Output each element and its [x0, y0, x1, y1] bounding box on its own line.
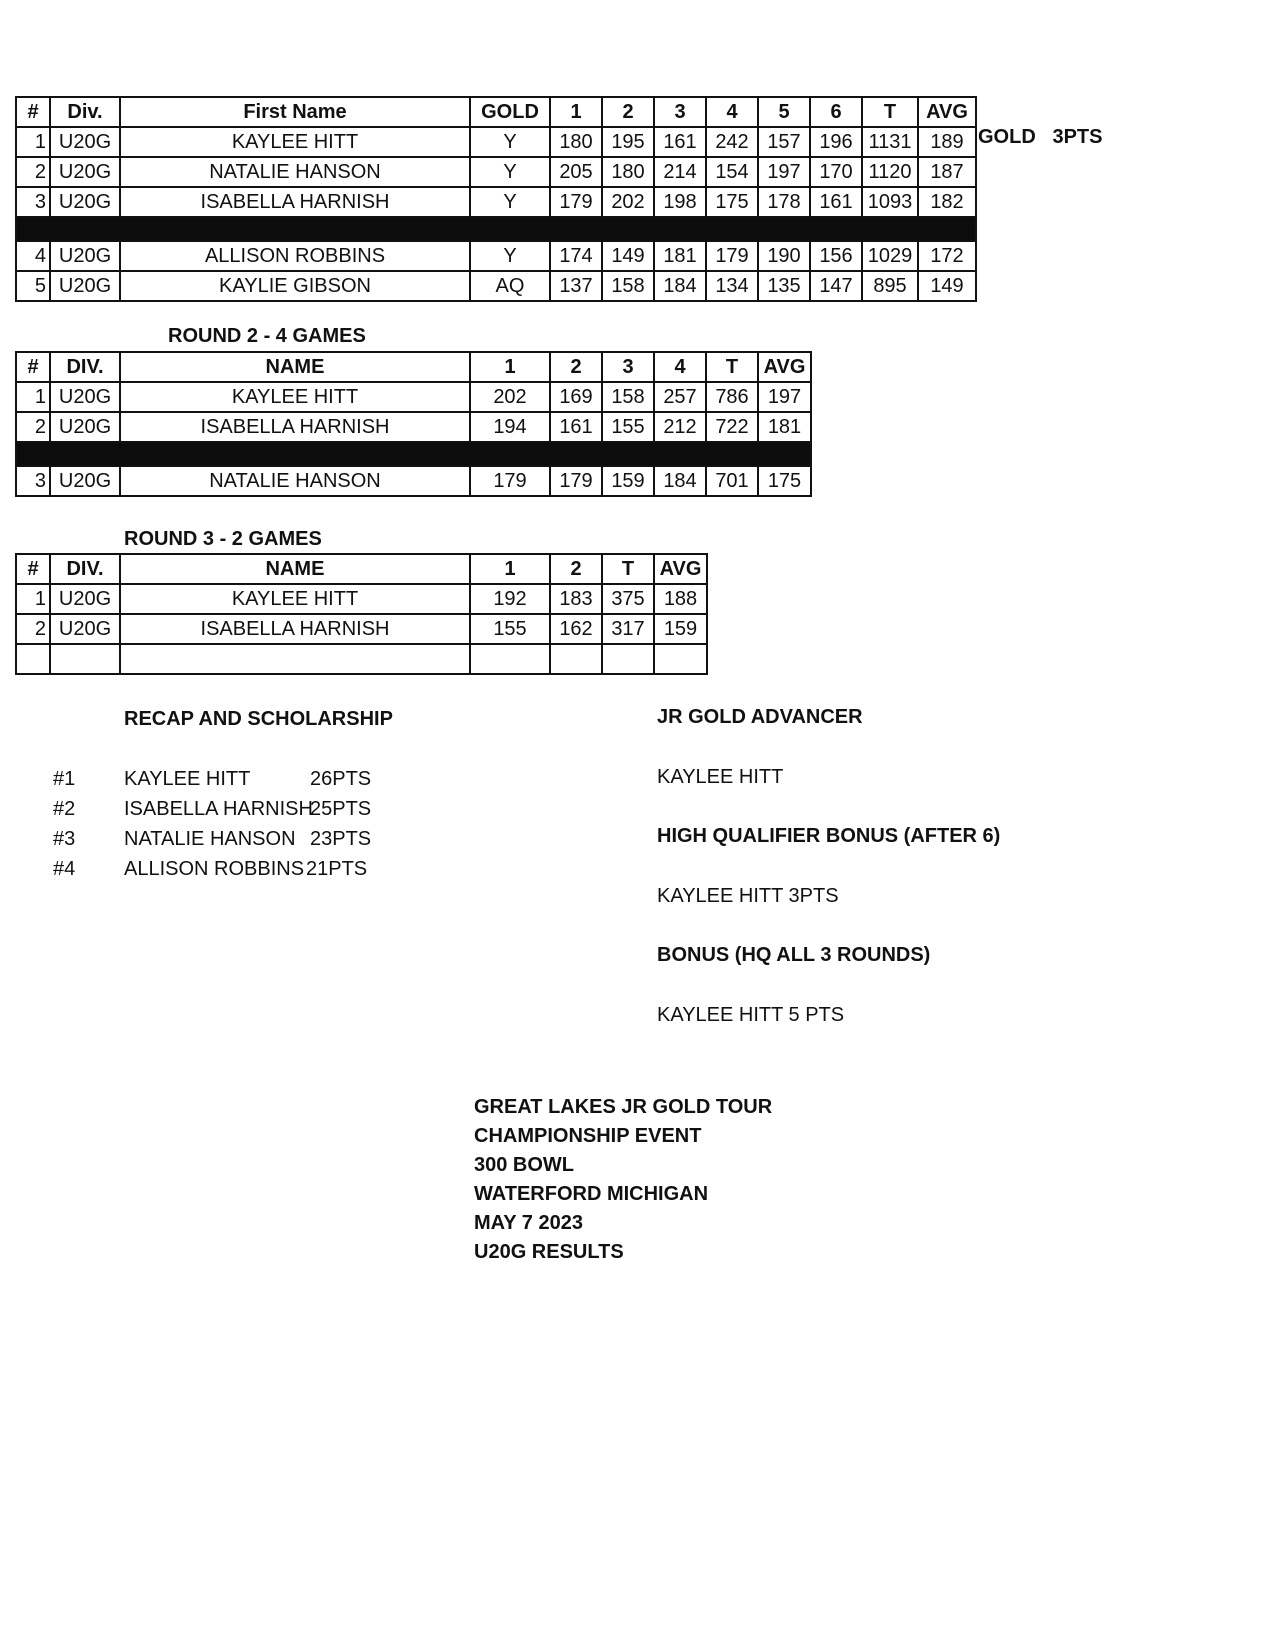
table-cell: 188: [654, 584, 707, 614]
gold-points-note: GOLD 3PTS: [978, 126, 1103, 148]
table-cell: 212: [654, 412, 706, 442]
table-cell: 196: [810, 127, 862, 157]
table-cell: AQ: [470, 271, 550, 301]
event-line: 300 BOWL: [474, 1154, 575, 1176]
header-cell: T: [862, 97, 918, 127]
table-row: [16, 127, 976, 157]
round2-header-row: [16, 352, 811, 382]
table-cell: [470, 644, 550, 674]
table-cell: Y: [470, 157, 550, 187]
table-cell: 157: [758, 127, 810, 157]
cut-line-row: [16, 217, 976, 241]
table-cell: ISABELLA HARNISH: [120, 187, 470, 217]
table-cell: Y: [470, 241, 550, 271]
header-cell: First Name: [120, 97, 470, 127]
round2-title: ROUND 2 - 4 GAMES: [168, 325, 366, 347]
table-row: [16, 241, 976, 271]
table-cell: 137: [550, 271, 602, 301]
recap-rank: #3: [53, 828, 76, 850]
table-cell: 1: [16, 584, 50, 614]
recap-pts: 21PTS: [306, 858, 368, 880]
table-row: [16, 466, 811, 496]
table-cell: KAYLEE HITT: [120, 127, 470, 157]
header-cell: 1: [470, 554, 550, 584]
table-cell: 184: [654, 271, 706, 301]
recap-rank: #2: [53, 798, 76, 820]
table-cell: 154: [706, 157, 758, 187]
table-cell: ISABELLA HARNISH: [120, 614, 470, 644]
header-cell: DIV.: [50, 352, 120, 382]
header-cell: 3: [654, 97, 706, 127]
table-cell: 175: [706, 187, 758, 217]
header-cell: 2: [602, 97, 654, 127]
recap-pts: 23PTS: [310, 828, 372, 850]
table-cell: 189: [918, 127, 976, 157]
table-cell: 198: [654, 187, 706, 217]
cut-line-row: [16, 442, 811, 466]
bonus-value: KAYLEE HITT 5 PTS: [657, 1004, 845, 1026]
table-cell: 375: [602, 584, 654, 614]
table-cell: 182: [918, 187, 976, 217]
table-cell: NATALIE HANSON: [120, 466, 470, 496]
table-cell: 895: [862, 271, 918, 301]
header-cell: T: [602, 554, 654, 584]
event-line: CHAMPIONSHIP EVENT: [474, 1125, 702, 1147]
table-cell: NATALIE HANSON: [120, 157, 470, 187]
header-cell: 4: [706, 97, 758, 127]
table-cell: 197: [758, 382, 811, 412]
table-cell: [654, 644, 707, 674]
header-cell: #: [16, 97, 50, 127]
table-cell: 134: [706, 271, 758, 301]
table-cell: 156: [810, 241, 862, 271]
table-cell: ISABELLA HARNISH: [120, 412, 470, 442]
table-cell: 180: [550, 127, 602, 157]
recap-name: ALLISON ROBBINS: [124, 858, 305, 880]
table-cell: U20G: [50, 241, 120, 271]
table-cell: 317: [602, 614, 654, 644]
table-cell: 181: [758, 412, 811, 442]
table-row: [16, 614, 707, 644]
header-cell: Div.: [50, 97, 120, 127]
table-row: [16, 644, 707, 674]
table-cell: 202: [602, 187, 654, 217]
table-cell: 4: [16, 241, 50, 271]
bonus-title: BONUS (HQ ALL 3 ROUNDS): [657, 944, 931, 966]
table-cell: 179: [550, 466, 602, 496]
event-info: [474, 1093, 772, 1267]
header-cell: #: [16, 352, 50, 382]
table-row: [16, 157, 976, 187]
round2-table: [15, 351, 812, 497]
table-cell: 2: [16, 412, 50, 442]
table-cell: U20G: [50, 271, 120, 301]
table-cell: KAYLEE HITT: [120, 584, 470, 614]
table-cell: 192: [470, 584, 550, 614]
table-cell: 1093: [862, 187, 918, 217]
table-cell: 1: [16, 382, 50, 412]
round3-table: [15, 553, 708, 675]
table-cell: Y: [470, 127, 550, 157]
table-cell: 701: [706, 466, 758, 496]
table-cell: 1029: [862, 241, 918, 271]
round3-title: ROUND 3 - 2 GAMES: [124, 528, 322, 550]
header-cell: T: [706, 352, 758, 382]
recap-pts: 26PTS: [310, 768, 372, 790]
table-cell: 786: [706, 382, 758, 412]
table-row: [16, 412, 811, 442]
cut-line: [16, 442, 811, 466]
table-cell: 242: [706, 127, 758, 157]
table-cell: [120, 644, 470, 674]
table-cell: [602, 644, 654, 674]
table-cell: 159: [654, 614, 707, 644]
table-cell: 178: [758, 187, 810, 217]
table-cell: Y: [470, 187, 550, 217]
event-line: MAY 7 2023: [474, 1212, 583, 1234]
table-row: [16, 382, 811, 412]
table-cell: 197: [758, 157, 810, 187]
table-cell: 205: [550, 157, 602, 187]
table-cell: 179: [550, 187, 602, 217]
table-cell: 3: [16, 466, 50, 496]
advancer-title: JR GOLD ADVANCER: [657, 706, 863, 728]
table-cell: 214: [654, 157, 706, 187]
event-line: GREAT LAKES JR GOLD TOUR: [474, 1096, 773, 1118]
table-cell: 155: [470, 614, 550, 644]
table-cell: 149: [602, 241, 654, 271]
recap-rank: #4: [53, 858, 76, 880]
table-cell: 195: [602, 127, 654, 157]
table-cell: ALLISON ROBBINS: [120, 241, 470, 271]
table-cell: 170: [810, 157, 862, 187]
table-cell: 1131: [862, 127, 918, 157]
table-cell: 172: [918, 241, 976, 271]
table-cell: U20G: [50, 382, 120, 412]
table-cell: 158: [602, 382, 654, 412]
table-cell: 159: [602, 466, 654, 496]
table-cell: U20G: [50, 412, 120, 442]
table-cell: [550, 644, 602, 674]
cut-line: [16, 217, 976, 241]
header-cell: GOLD: [470, 97, 550, 127]
table-cell: 181: [654, 241, 706, 271]
table-cell: 202: [470, 382, 550, 412]
header-cell: DIV.: [50, 554, 120, 584]
header-cell: 2: [550, 352, 602, 382]
table-row: [16, 187, 976, 217]
table-cell: U20G: [50, 614, 120, 644]
table-cell: U20G: [50, 187, 120, 217]
event-line: WATERFORD MICHIGAN: [474, 1183, 709, 1205]
table-cell: U20G: [50, 127, 120, 157]
table-cell: 194: [470, 412, 550, 442]
header-cell: #: [16, 554, 50, 584]
header-cell: AVG: [918, 97, 976, 127]
table-cell: 149: [918, 271, 976, 301]
header-cell: 1: [550, 97, 602, 127]
table-cell: U20G: [50, 466, 120, 496]
recap-name: KAYLEE HITT: [124, 768, 251, 790]
table-cell: 135: [758, 271, 810, 301]
hq-bonus-value: KAYLEE HITT 3PTS: [657, 885, 839, 907]
advancer-name: KAYLEE HITT: [657, 766, 784, 788]
table-cell: 155: [602, 412, 654, 442]
header-cell: NAME: [120, 554, 470, 584]
table-cell: 184: [654, 466, 706, 496]
table-cell: 180: [602, 157, 654, 187]
table-cell: [50, 644, 120, 674]
table-cell: 169: [550, 382, 602, 412]
header-cell: NAME: [120, 352, 470, 382]
recap-rank: #1: [53, 768, 76, 790]
header-cell: 4: [654, 352, 706, 382]
header-cell: 6: [810, 97, 862, 127]
recap-title: RECAP AND SCHOLARSHIP: [124, 708, 393, 730]
table-row: [16, 584, 707, 614]
round1-table: [15, 96, 977, 302]
table-cell: [16, 644, 50, 674]
round1-header-row: [16, 97, 976, 127]
table-cell: 161: [654, 127, 706, 157]
table-cell: U20G: [50, 157, 120, 187]
header-cell: 2: [550, 554, 602, 584]
table-cell: 161: [550, 412, 602, 442]
table-cell: 2: [16, 614, 50, 644]
event-line: U20G RESULTS: [474, 1241, 624, 1263]
recap-pts: 25PTS: [310, 798, 372, 820]
recap-name: ISABELLA HARNISH: [124, 798, 313, 820]
table-row: [16, 271, 976, 301]
table-cell: 5: [16, 271, 50, 301]
table-cell: 187: [918, 157, 976, 187]
recap-name: NATALIE HANSON: [124, 828, 296, 850]
table-cell: 162: [550, 614, 602, 644]
hq-bonus-title: HIGH QUALIFIER BONUS (AFTER 6): [657, 825, 1001, 847]
table-cell: 2: [16, 157, 50, 187]
table-cell: 179: [706, 241, 758, 271]
header-cell: AVG: [654, 554, 707, 584]
header-cell: AVG: [758, 352, 811, 382]
table-cell: 179: [470, 466, 550, 496]
header-cell: 1: [470, 352, 550, 382]
table-cell: 174: [550, 241, 602, 271]
table-cell: 190: [758, 241, 810, 271]
round3-header-row: [16, 554, 707, 584]
header-cell: 5: [758, 97, 810, 127]
table-cell: 1120: [862, 157, 918, 187]
table-cell: KAYLIE GIBSON: [120, 271, 470, 301]
table-cell: 3: [16, 187, 50, 217]
table-cell: 1: [16, 127, 50, 157]
table-cell: KAYLEE HITT: [120, 382, 470, 412]
table-cell: 147: [810, 271, 862, 301]
table-cell: 175: [758, 466, 811, 496]
table-cell: U20G: [50, 584, 120, 614]
table-cell: 183: [550, 584, 602, 614]
header-cell: 3: [602, 352, 654, 382]
table-cell: 158: [602, 271, 654, 301]
table-cell: 257: [654, 382, 706, 412]
table-cell: 161: [810, 187, 862, 217]
table-cell: 722: [706, 412, 758, 442]
